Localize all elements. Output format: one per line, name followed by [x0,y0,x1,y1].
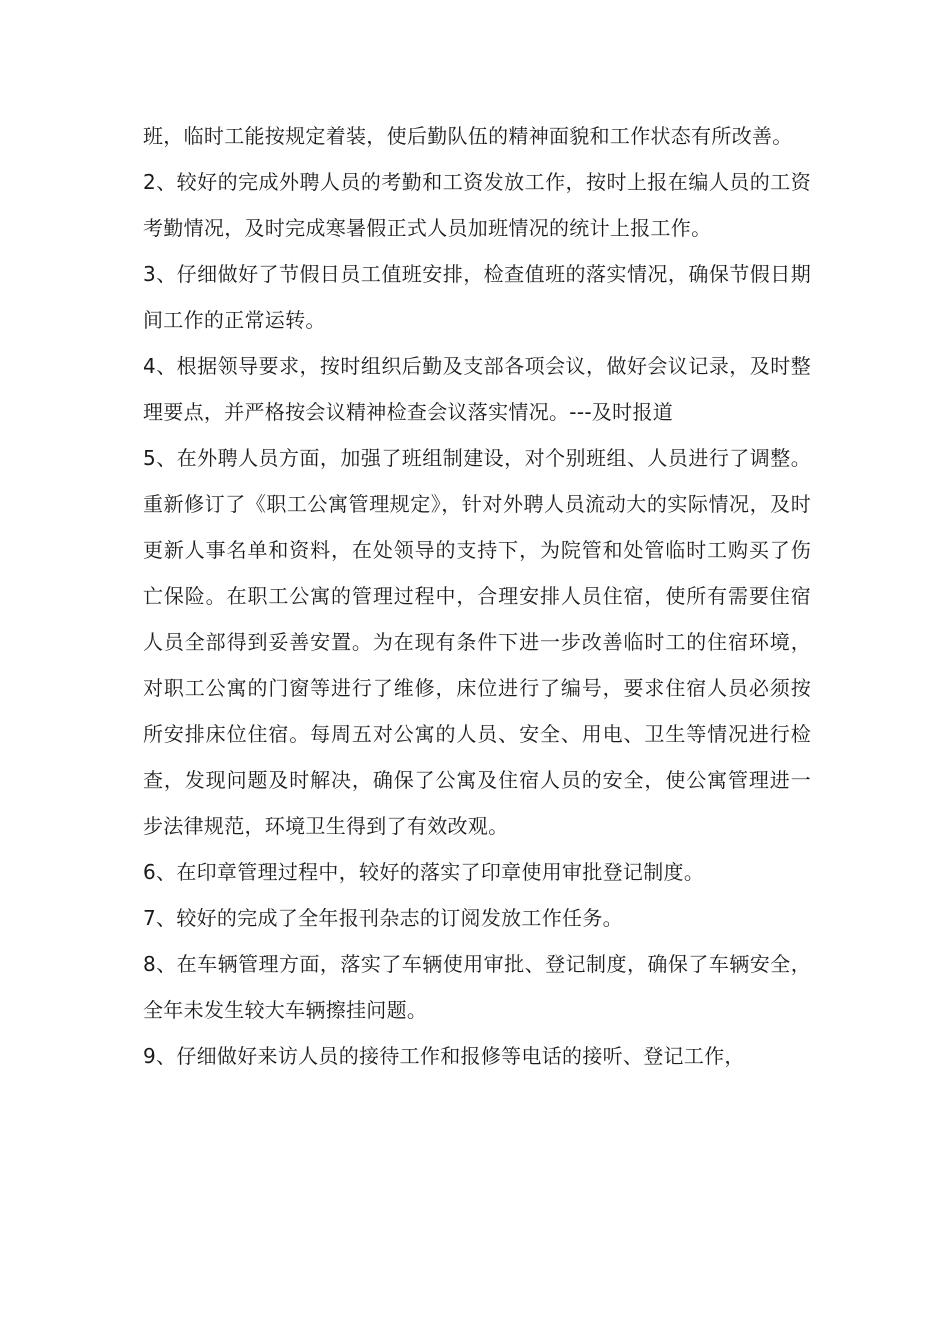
paragraph-item-3: 3、仔细做好了节假日员工值班安排，检查值班的落实情况，确保节假日期间工作的正常运转。 [143,262,811,332]
paragraph-continuation: 班，临时工能按规定着装，使后勤队伍的精神面貌和工作状态有所改善。 [143,124,793,148]
paragraph-item-6: 6、在印章管理过程中，较好的落实了印章使用审批登记制度。 [143,860,705,884]
paragraph-item-9: 9、仔细做好来访人员的接待工作和报修等电话的接听、登记工作， [143,1044,745,1068]
document-body [143,113,811,1079]
paragraph-item-8: 8、在车辆管理方面，落实了车辆使用审批、登记制度，确保了车辆安全，全年未发生较大车辆擦挂问题。 [143,952,811,1022]
paragraph-item-2: 2、较好的完成外聘人员的考勤和工资发放工作，按时上报在编人员的工资考勤情况，及时完成寒暑假正式人员加班情况的统计上报工作。 [143,170,811,240]
paragraph-item-7: 7、较好的完成了全年报刊杂志的订阅发放工作任务。 [143,906,623,930]
paragraph-item-5: 5、在外聘人员方面，加强了班组制建设，对个别班组、人员进行了调整。重新修订了《职工公寓管理规定》，针对外聘人员流动大的实际情况，及时更新人事名单和资料，在处领导的支持下，为院管和处管临时工购买了伤亡保险。在职工公寓的管理过程中，合理安排人员住宿，使所有需要住宿人员全部得到妥善安置。为在现有条件下进一步改善临时工的住宿环境，对职工公寓的门窗等进行了维修，床位进行了编号，要求住宿人员必须按所安排床位住宿。每周五对公寓的人员、安全、用电、卫生等情况进行检查，发现问题及时解决，确保了公寓及住宿人员的安全，使公寓管理进一步法律规范，环境卫生得到了有效改观。 [143,446,811,838]
paragraph-item-4: 4、根据领导要求，按时组织后勤及支部各项会议，做好会议记录，及时整理要点，并严格按会议精神检查会议落实情况。---及时报道 [143,354,811,424]
